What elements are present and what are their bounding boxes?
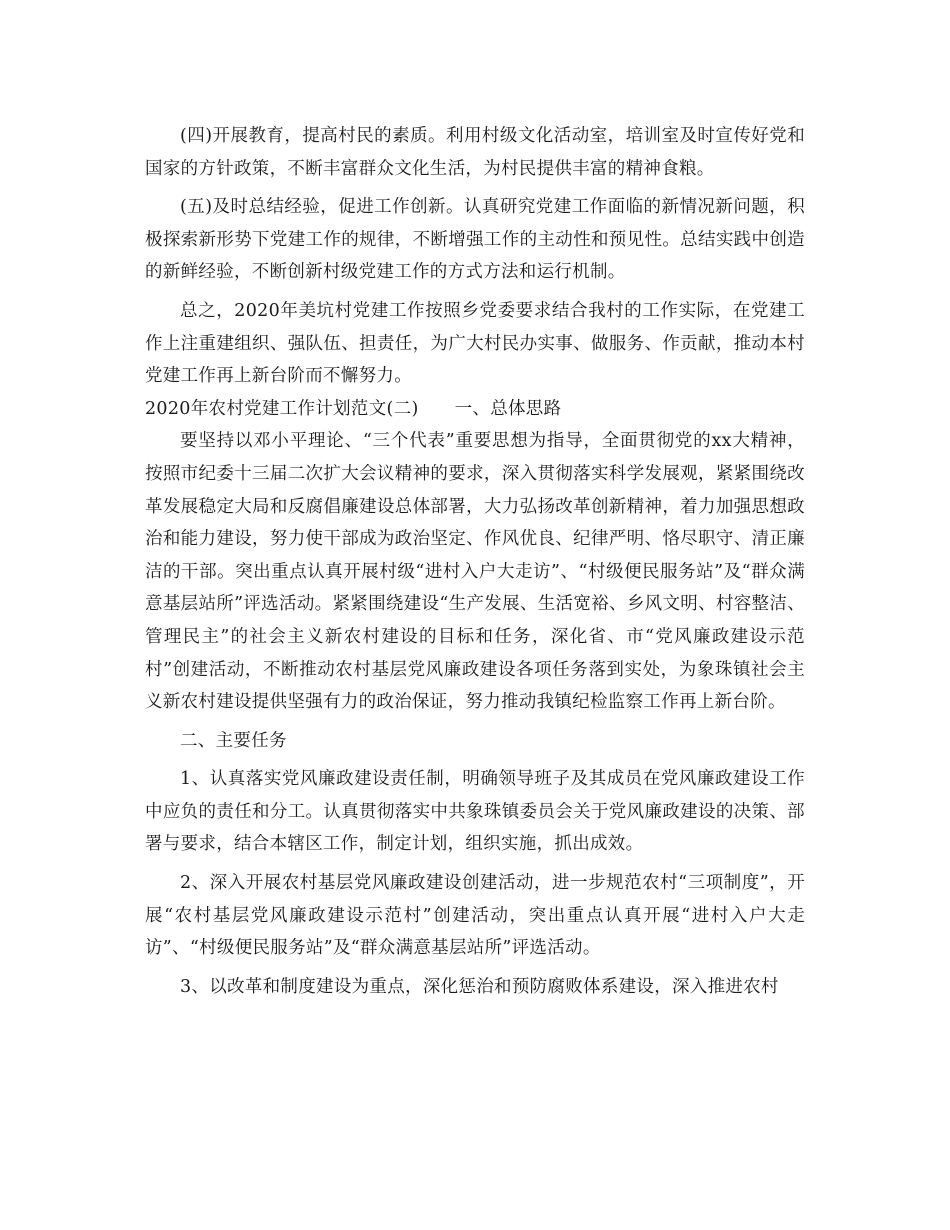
paragraph-overall-approach: 要坚持以邓小平理论、“三个代表”重要思想为指导，全面贯彻党的xx大精神，按照市纪委十三届二次扩大会议精神的要求，深入贯彻落实科学发展观，紧紧围绕改革发展稳定大局和反腐倡廉建设总体部署，大力弘扬改革创新精神，着力加强思想政治和能力建设，努力使干部成为政治坚定、作风优良、纪律严明、恪尽职守、清正廉洁的干部。突出重点认真开展村级“进村入户大走访”、“村级便民服务站”及“群众满意基层站所”评选活动。紧紧围绕建设“生产发展、生活宽裕、乡风文明、村容整洁、管理民主”的社会主义新农村建设的目标和任务，深化省、市“党风廉政建设示范村”创建活动，不断推动农村基层党风廉政建设各项任务落到实处，为象珠镇社会主义新农村建设提供坚强有力的政治保证，努力推动我镇纪检监察工作再上新台阶。 — [145, 431, 805, 713]
heading-main-tasks: 二、主要任务 — [180, 730, 287, 751]
document-body — [145, 114, 805, 1003]
paragraph-education: (四)开展教育，提高村民的素质。利用村级文化活动室，培训室及时宣传好党和国家的方针政策，不断丰富群众文化生活，为村民提供丰富的精神食粮。 — [145, 126, 805, 179]
paragraph-task-3: 3、以改革和制度建设为重点，深化惩治和预防腐败体系建设，深入推进农村 — [180, 976, 779, 997]
section-subtitle: 一、总体思路 — [454, 398, 562, 419]
paragraph-task-2: 2、深入开展农村基层党风廉政建设创建活动，进一步规范农村“三项制度”，开展“农村基层党风廉政建设示范村”创建活动，突出重点认真开展“进村入户大走访”、“村级便民服务站”及“群众满意基层站所”评选活动。 — [145, 873, 805, 959]
section-heading-line — [145, 393, 805, 426]
paragraph-conclusion: 总之，2020年美坑村党建工作按照乡党委要求结合我村的工作实际，在党建工作上注重建组织、强队伍、担责任，为广大村民办实事、做服务、作贡献，推动本村党建工作再上新台阶而不懈努力。 — [145, 300, 805, 387]
paragraph-task-1: 1、认真落实党风廉政建设责任制，明确领导班子及其成员在党风廉政建设工作中应负的责任和分工。认真贯彻落实中共象珠镇委员会关于党风廉政建设的决策、部署与要求，结合本辖区工作，制定计划，组织实施，抓出成效。 — [145, 769, 805, 855]
paragraph-summarize-experience: (五)及时总结经验，促进工作创新。认真研究党建工作面临的新情况新问题，积极探索新形势下党建工作的规律，不断增强工作的主动性和预见性。总结实践中创造的新鲜经验，不断创新村级党建工作的方式方法和运行机制。 — [145, 197, 805, 283]
section-title: 2020年农村党建工作计划范文(二) — [145, 398, 419, 419]
